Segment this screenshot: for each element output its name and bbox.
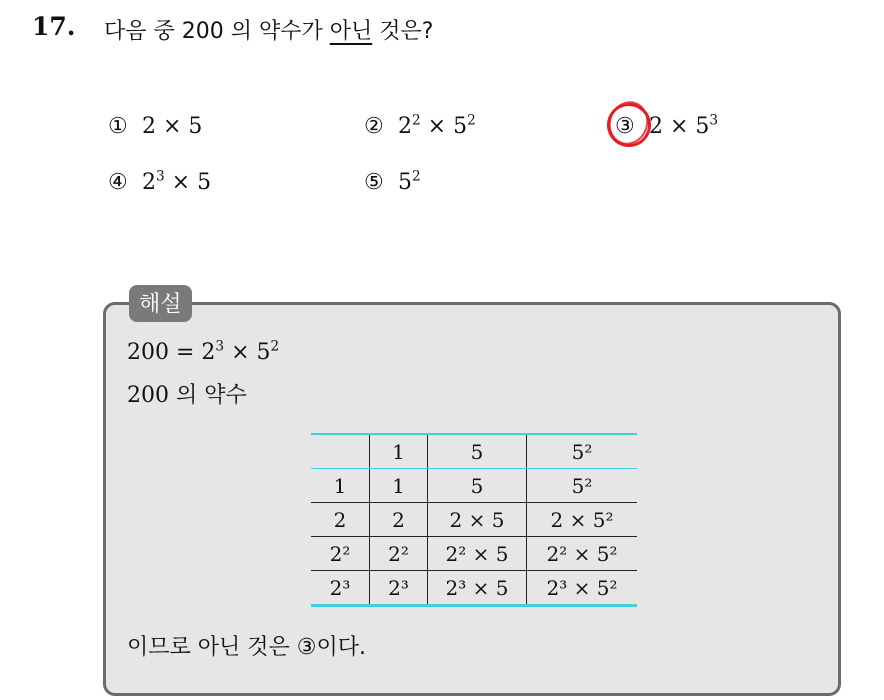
choice-term: 5 bbox=[398, 170, 412, 195]
table-cell: 2³ bbox=[311, 571, 370, 606]
choice-5[interactable] bbox=[364, 170, 421, 195]
factorization-exponent: 3 bbox=[215, 338, 225, 355]
choice-term: 5 bbox=[453, 114, 468, 139]
choice-2[interactable] bbox=[364, 114, 476, 139]
choice-4[interactable] bbox=[108, 170, 211, 195]
factorization-lhs: 200 = 2 bbox=[127, 340, 216, 365]
choice-mark: ③ bbox=[615, 114, 635, 139]
question-text bbox=[104, 14, 433, 45]
table-cell: 2² × 5² bbox=[527, 537, 638, 571]
question-text-before: 다음 중 200 의 약수가 bbox=[104, 19, 330, 44]
choice-term: 5 bbox=[188, 114, 203, 139]
table-row bbox=[311, 503, 637, 537]
table-row bbox=[311, 537, 637, 571]
table-cell: 2³ bbox=[370, 571, 428, 606]
table-cell: 2 × 5² bbox=[527, 503, 638, 537]
choice-exponent: 2 bbox=[467, 112, 476, 129]
question-number: 17. bbox=[32, 12, 76, 41]
choice-term: 2 bbox=[649, 114, 663, 139]
question-text-underlined: 아닌 bbox=[329, 19, 373, 44]
table-cell: 5² bbox=[527, 469, 638, 503]
table-header-row bbox=[311, 434, 637, 469]
explanation-conclusion: 이므로 아닌 것은 ③이다. bbox=[127, 635, 366, 660]
table-row bbox=[311, 469, 637, 503]
choice-exponent: 2 bbox=[412, 112, 421, 129]
choice-exponent: 3 bbox=[156, 168, 165, 185]
choice-mark: ④ bbox=[108, 170, 128, 195]
choice-term: 2 bbox=[398, 114, 412, 139]
table-cell: 2³ × 5² bbox=[527, 571, 638, 606]
choice-exponent: 3 bbox=[709, 112, 719, 129]
table-cell: 2 × 5 bbox=[428, 503, 527, 537]
table-cell: 2² bbox=[370, 537, 428, 571]
explanation-tag: 해설 bbox=[129, 285, 192, 322]
table-cell: 1 bbox=[311, 469, 370, 503]
choice-operator: × bbox=[420, 114, 454, 139]
table-row bbox=[311, 571, 637, 606]
table-cell: 5² bbox=[527, 434, 638, 469]
choice-term: 2 bbox=[142, 114, 156, 139]
choice-mark: ⑤ bbox=[364, 170, 384, 195]
factorization-term: × 5 bbox=[224, 340, 271, 365]
table-cell: 5 bbox=[428, 434, 527, 469]
question-text-after: 것은? bbox=[372, 19, 434, 44]
divisors-label: 의 약수 bbox=[175, 383, 247, 408]
choice-operator: × bbox=[164, 170, 198, 195]
table-cell bbox=[311, 434, 370, 469]
table-cell: 2² × 5 bbox=[428, 537, 527, 571]
divisor-table bbox=[311, 433, 637, 607]
table-cell: 5 bbox=[428, 469, 527, 503]
choice-term: 5 bbox=[695, 114, 710, 139]
choice-operator: × bbox=[156, 114, 189, 139]
choice-exponent: 2 bbox=[412, 168, 421, 185]
table-cell: 1 bbox=[370, 469, 428, 503]
table-cell: 2 bbox=[370, 503, 428, 537]
factorization-exponent: 2 bbox=[270, 338, 280, 355]
table-cell: 1 bbox=[370, 434, 428, 469]
choice-term: 2 bbox=[142, 170, 156, 195]
table-cell: 2³ × 5 bbox=[428, 571, 527, 606]
divisors-number: 200 bbox=[127, 383, 176, 408]
explanation-factorization bbox=[127, 340, 279, 365]
choice-mark: ② bbox=[364, 114, 384, 139]
answer-circle-annotation-stroke bbox=[603, 96, 655, 151]
choice-mark: ① bbox=[108, 114, 128, 139]
explanation-divisors-heading bbox=[127, 378, 247, 409]
choice-term: 5 bbox=[197, 170, 212, 195]
choice-operator: × bbox=[663, 114, 696, 139]
choice-1[interactable] bbox=[108, 114, 202, 139]
table-cell: 2² bbox=[311, 537, 370, 571]
table-cell: 2 bbox=[311, 503, 370, 537]
